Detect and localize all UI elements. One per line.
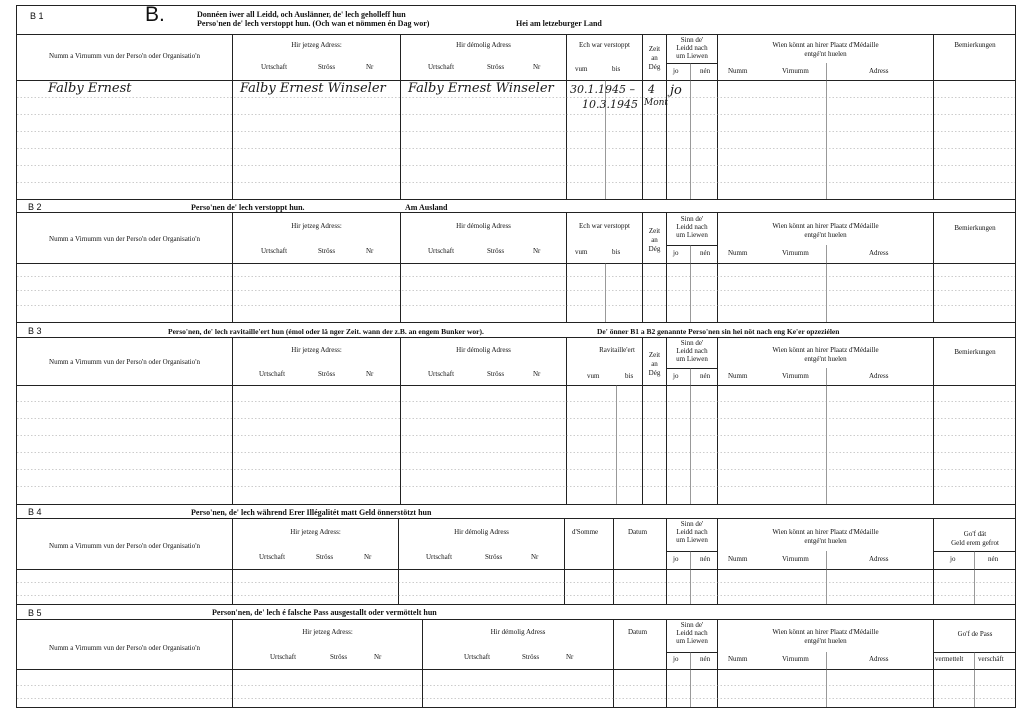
- sub-nr: Nr: [364, 553, 372, 561]
- col-life-header-2: Leidd nach: [676, 528, 708, 536]
- col-remarks-header: Bemierkungen: [954, 41, 996, 49]
- section-id-b4: B 4: [28, 507, 42, 517]
- sub-street: Ströss: [487, 63, 505, 71]
- entry-time-num: 4: [648, 83, 655, 96]
- sub-street: Ströss: [330, 653, 348, 661]
- sub-firstname: Virnumm: [782, 655, 809, 663]
- col-sum-header: d'Somme: [572, 528, 599, 536]
- col-time-header-3: Dég: [648, 245, 661, 253]
- sub-from: vum: [587, 372, 600, 380]
- sub-address: Adress: [869, 655, 889, 663]
- sub-to: bis: [612, 248, 621, 256]
- col-life-header-2: Leidd nach: [676, 629, 708, 637]
- entry-to-date: 10.3.1945: [582, 98, 638, 111]
- col-time-header-2: an: [651, 54, 658, 62]
- col-time-header-1: Zeit: [648, 351, 661, 359]
- sub-nr: Nr: [374, 653, 382, 661]
- sub-address: Adress: [869, 67, 889, 75]
- sub-street: Ströss: [318, 370, 336, 378]
- sub-firstname: Virnumm: [782, 555, 809, 563]
- col-medal-header-2: entgé'nt huelen: [804, 355, 847, 363]
- col-medal-header-1: Wien könnt an hirer Plaatz d'Médaille: [772, 528, 879, 536]
- sub-nr: Nr: [533, 370, 541, 378]
- col-remarks-header: Bemierkungen: [954, 348, 996, 356]
- sub-nr: Nr: [566, 653, 574, 661]
- col-life-header-1: Sinn de': [680, 339, 704, 347]
- col-medal-header-2: entgé'nt huelen: [804, 637, 847, 645]
- sub-nr: Nr: [366, 63, 374, 71]
- col-medal-header-1: Wien könnt an hirer Plaatz d'Médaille: [772, 346, 879, 354]
- col-time-header-1: Zeit: [648, 227, 661, 235]
- sub-nr: Nr: [533, 63, 541, 71]
- sub-yes: jo: [673, 555, 679, 563]
- col-life-header-3: um Liewen: [676, 355, 708, 363]
- sub-address: Adress: [869, 555, 889, 563]
- section-title-b4: Perso'nen, de' lech während Erer Illégalitét matt Geld önnerstötzt hun: [191, 508, 432, 517]
- col-hidden-header: Ech war verstoppt: [579, 222, 630, 230]
- sub-issued: vermettelt: [935, 655, 964, 663]
- col-life-header-1: Sinn de': [680, 520, 704, 528]
- section-id-b2: B 2: [28, 202, 42, 212]
- sub-no: nén: [988, 555, 999, 563]
- sub-locality: Urtschaft: [270, 653, 297, 661]
- sub-name: Numm: [728, 372, 748, 380]
- section-title-b2: Perso'nen de' lech verstoppt hun.: [191, 203, 305, 212]
- sub-locality: Urtschaft: [426, 553, 453, 561]
- col-time-header-1: Zeit: [648, 45, 661, 53]
- sub-address: Adress: [869, 249, 889, 257]
- col-life-header-2: Leidd nach: [676, 347, 708, 355]
- sub-street: Ströss: [318, 63, 336, 71]
- col-former-address-header: Hir démolig Adress: [456, 346, 511, 354]
- col-life-header-1: Sinn de': [680, 215, 704, 223]
- sub-street: Ströss: [316, 553, 334, 561]
- entry-from-date: 30.1.1945 –: [570, 83, 635, 96]
- sub-street: Ströss: [522, 653, 540, 661]
- sub-locality: Urtschaft: [464, 653, 491, 661]
- sub-yes: jo: [673, 67, 679, 75]
- section-id-b3: B 3: [28, 326, 42, 336]
- col-life-header-2: Leidd nach: [676, 223, 708, 231]
- sub-nr: Nr: [366, 247, 374, 255]
- sub-obtained: verschäft: [978, 655, 1004, 663]
- col-life-header-2: Leidd nach: [676, 44, 708, 52]
- sub-locality: Urtschaft: [428, 63, 455, 71]
- col-name-header: Numm a Virnumm vun der Perso'n oder Organisatio'n: [49, 644, 200, 652]
- sub-from: vum: [575, 248, 588, 256]
- sub-to: bis: [625, 372, 634, 380]
- sub-street: Ströss: [487, 370, 505, 378]
- col-current-address-header: Hir jetzeg Adress:: [291, 41, 342, 49]
- col-current-address-header: Hir jetzeg Adress:: [302, 628, 353, 636]
- col-former-address-header: Hir démolig Adress: [454, 528, 509, 536]
- col-medal-header-2: entgé'nt huelen: [804, 50, 847, 58]
- col-life-header-3: um Liewen: [676, 637, 708, 645]
- col-name-header: Numm a Virnumm vun der Perso'n oder Organisatio'n: [49, 52, 200, 60]
- sub-locality: Urtschaft: [428, 247, 455, 255]
- form-title-right: Hei am letzeburger Land: [516, 19, 602, 28]
- section-id-b5: B 5: [28, 608, 42, 618]
- col-life-header-1: Sinn de': [680, 36, 704, 44]
- sub-locality: Urtschaft: [261, 63, 288, 71]
- col-medal-header-2: entgé'nt huelen: [804, 231, 847, 239]
- sub-to: bis: [612, 65, 621, 73]
- col-former-address-header: Hir démolig Adress: [456, 41, 511, 49]
- sub-street: Ströss: [318, 247, 336, 255]
- col-remarks-header: Bemierkungen: [954, 224, 996, 232]
- col-time-header-3: Dég: [648, 63, 661, 71]
- sub-street: Ströss: [485, 553, 503, 561]
- col-time-header-2: an: [651, 360, 658, 368]
- col-pass-header: Go'f de Pass: [957, 630, 993, 638]
- sub-yes: jo: [950, 555, 956, 563]
- sub-no: nén: [700, 372, 711, 380]
- col-time-header-2: an: [651, 236, 658, 244]
- col-money-header-2: Geld erem gefrot: [951, 539, 999, 547]
- col-name-header: Numm a Virnumm vun der Perso'n oder Organisatio'n: [49, 358, 200, 366]
- sub-no: nén: [700, 249, 711, 257]
- col-date-header: Datum: [628, 528, 648, 536]
- sub-street: Ströss: [487, 247, 505, 255]
- sub-no: nén: [700, 67, 711, 75]
- col-current-address-header: Hir jetzeg Adress:: [291, 222, 342, 230]
- col-life-header-3: um Liewen: [676, 536, 708, 544]
- sub-locality: Urtschaft: [259, 370, 286, 378]
- form-letter: B.: [145, 3, 165, 26]
- col-former-address-header: Hir démolig Adress: [490, 628, 546, 636]
- section-title-b3: Perso'nen, de' lech ravitaille'ert hun (émol oder lä nger Zeit. wann der z.B. an engem Bunker wor).: [168, 327, 484, 336]
- col-medal-header-1: Wien könnt an hirer Plaatz d'Médaille: [772, 41, 879, 49]
- section-title-right-b3: De' önner B1 a B2 genannte Perso'nen sin hei nöt nach eng Ke'er opzeziélen: [597, 327, 840, 336]
- sub-locality: Urtschaft: [259, 553, 286, 561]
- col-date-header: Datum: [628, 628, 648, 636]
- section-id-b1: B 1: [30, 11, 44, 21]
- col-name-header: Numm a Virnumm vun der Perso'n oder Organisatio'n: [49, 542, 200, 550]
- form-title-line1: Donnéen iwer all Leidd, och Auslänner, de' lech geholleff hun: [197, 10, 406, 19]
- sub-name: Numm: [728, 555, 748, 563]
- sub-yes: jo: [673, 372, 679, 380]
- col-hidden-header: Ech war verstoppt: [579, 41, 630, 49]
- form-title-line2: Perso'nen de' lech verstoppt hun. (Och wan et nömmen én Dag wor): [197, 19, 430, 28]
- col-money-header-1: Go'f dät: [963, 530, 987, 538]
- sub-locality: Urtschaft: [261, 247, 288, 255]
- sub-name: Numm: [728, 655, 748, 663]
- sub-nr: Nr: [366, 370, 374, 378]
- sub-name: Numm: [728, 249, 748, 257]
- entry-former-address: Falby Ernest Winseler: [408, 81, 554, 96]
- sub-yes: jo: [673, 655, 679, 663]
- col-medal-header-2: entgé'nt huelen: [804, 537, 847, 545]
- sub-name: Numm: [728, 67, 748, 75]
- sub-firstname: Virnumm: [782, 372, 809, 380]
- sub-no: nén: [700, 655, 711, 663]
- col-medal-header-1: Wien könnt an hirer Plaatz d'Médaille: [772, 628, 879, 636]
- col-current-address-header: Hir jetzeg Adress:: [291, 346, 342, 354]
- sub-from: vum: [575, 65, 588, 73]
- col-medal-header-1: Wien könnt an hirer Plaatz d'Médaille: [772, 222, 879, 230]
- col-life-header-3: um Liewen: [676, 52, 708, 60]
- col-ravitaillert-header: Ravitaille'ert: [599, 346, 635, 354]
- entry-name: Falby Ernest: [48, 81, 132, 96]
- col-life-header-1: Sinn de': [680, 621, 704, 629]
- sub-nr: Nr: [533, 247, 541, 255]
- section-title-right-b2: Am Ausland: [405, 203, 448, 212]
- sub-firstname: Virnumm: [782, 249, 809, 257]
- col-life-header-3: um Liewen: [676, 231, 708, 239]
- col-time-header-3: Dég: [648, 369, 661, 377]
- col-name-header: Numm a Virnumm vun der Perso'n oder Organisatio'n: [49, 235, 200, 243]
- section-title-b5: Person'nen, de' lech é falsche Pass ausgestallt oder vermöttelt hun: [212, 608, 437, 617]
- entry-current-address: Falby Ernest Winseler: [240, 81, 386, 96]
- sub-address: Adress: [869, 372, 889, 380]
- sub-yes: jo: [673, 249, 679, 257]
- entry-time-unit: Mont: [644, 98, 669, 108]
- col-current-address-header: Hir jetzeg Adress:: [290, 528, 341, 536]
- col-former-address-header: Hir démolig Adress: [456, 222, 511, 230]
- sub-nr: Nr: [531, 553, 539, 561]
- sub-locality: Urtschaft: [428, 370, 455, 378]
- sub-firstname: Virnumm: [782, 67, 809, 75]
- entry-alive: jo: [670, 83, 682, 98]
- sub-no: nén: [700, 555, 711, 563]
